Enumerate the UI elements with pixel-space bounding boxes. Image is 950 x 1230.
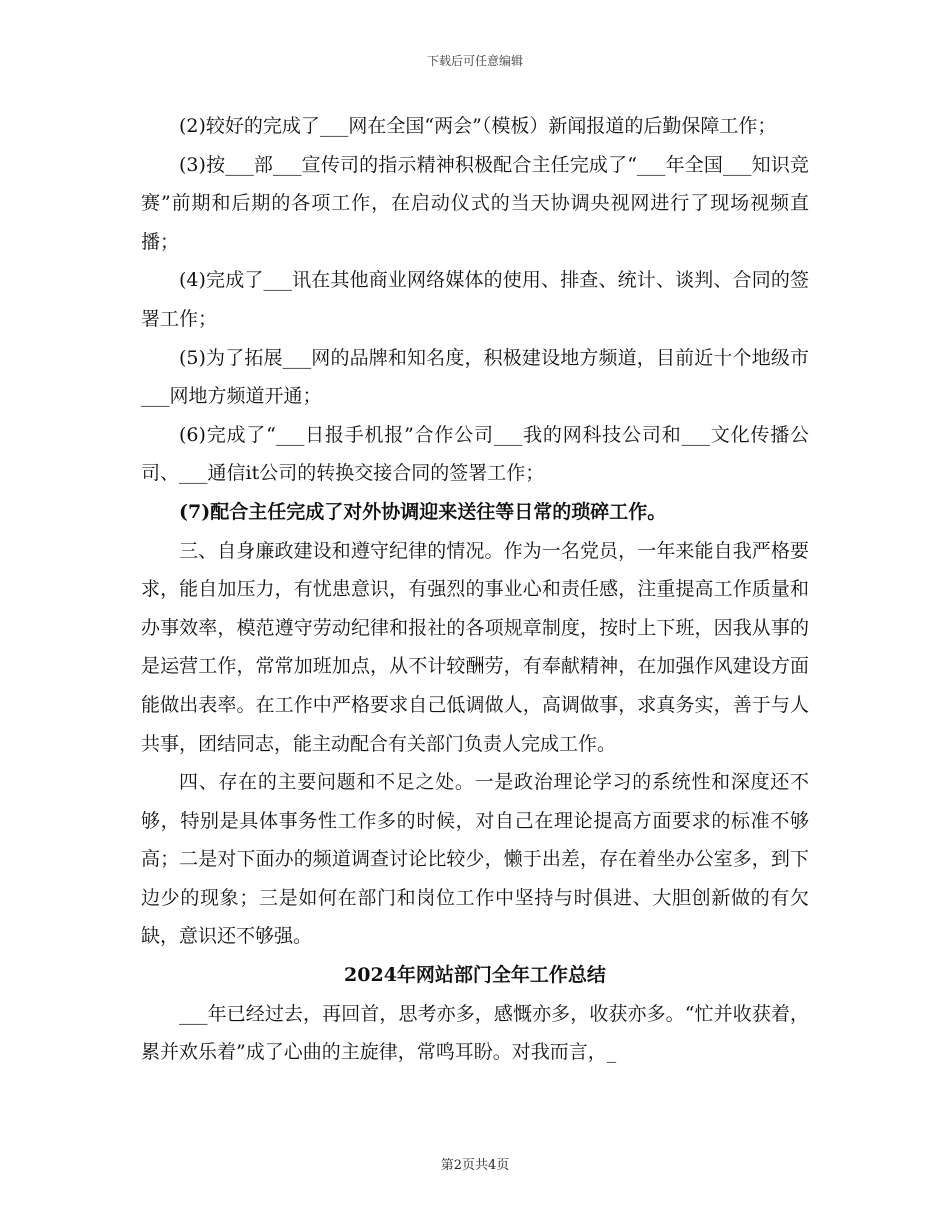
paragraph-summary-intro: ___年已经过去，再回首，思考亦多，感慨亦多，收获亦多。“忙并收获着，累并欢乐着”成了心曲的主旋律，常鸣耳盼。对我而言，_ [141, 1002, 809, 1064]
paragraph-integrity-discipline: 三、自身廉政建设和遵守纪律的情况。作为一名党员，一年来能自我严格要求，能自加压力，有忧患意识，有强烈的事业心和责任感，注重提高工作质量和办事效率，模范遵守劳动纪律和报社的各项规章制度，按时上下班，因我从事的是运营工作，常常加班加点，从不计较酬劳，有奉献精神，在加强作风建设方面能做出表率。在工作中严格要求自己低调做人，高调做事，求真务实，善于与人共事，团结同志，能主动配合有关部门负责人完成工作。 [141, 539, 809, 755]
paragraph-item-4: (4)完成了___讯在其他商业网络媒体的使用、排查、统计、谈判、合同的签署工作； [141, 269, 809, 330]
paragraph-item-5: (5)为了拓展___网的品牌和知名度，积极建设地方频道，目前近十个地级市___网地方频道开通； [141, 346, 809, 408]
paragraph-problems: 四、存在的主要问题和不足之处。一是政治理论学习的系统性和深度还不够，特别是具体事务性工作多的时候，对自己在理论提高方面要求的标准不够高；二是对下面办的频道调查讨论比较少，懒于出差，存在着坐办公室多，到下边少的现象；三是如何在部门和岗位工作中坚持与时俱进、大胆创新做的有欠缺，意识还不够强。 [141, 771, 809, 948]
paragraph-item-6: (6)完成了“___日报手机报”合作公司___我的网科技公司和___文化传播公司、___通信it公司的转换交接合同的签署工作； [141, 423, 809, 485]
section-title: 2024年网站部门全年工作总结 [344, 964, 606, 987]
paragraph-item-7: (7)配合主任完成了对外协调迎来送往等日常的琐碎工作。 [179, 500, 667, 523]
page-header-note: 下载后可任意编辑 [426, 54, 523, 68]
page-number: 第2页共4页 [440, 1158, 510, 1173]
paragraph-item-2: (2)较好的完成了___网在全国“两会”（模板）新闻报道的后勤保障工作； [179, 115, 777, 137]
document-body [141, 107, 809, 1072]
paragraph-item-3: (3)按___部___宣传司的指示精神积极配合主任完成了“___年全国___知识竞赛”前期和后期的各项工作，在启动仪式的当天协调央视网进行了现场视频直播； [141, 153, 809, 253]
